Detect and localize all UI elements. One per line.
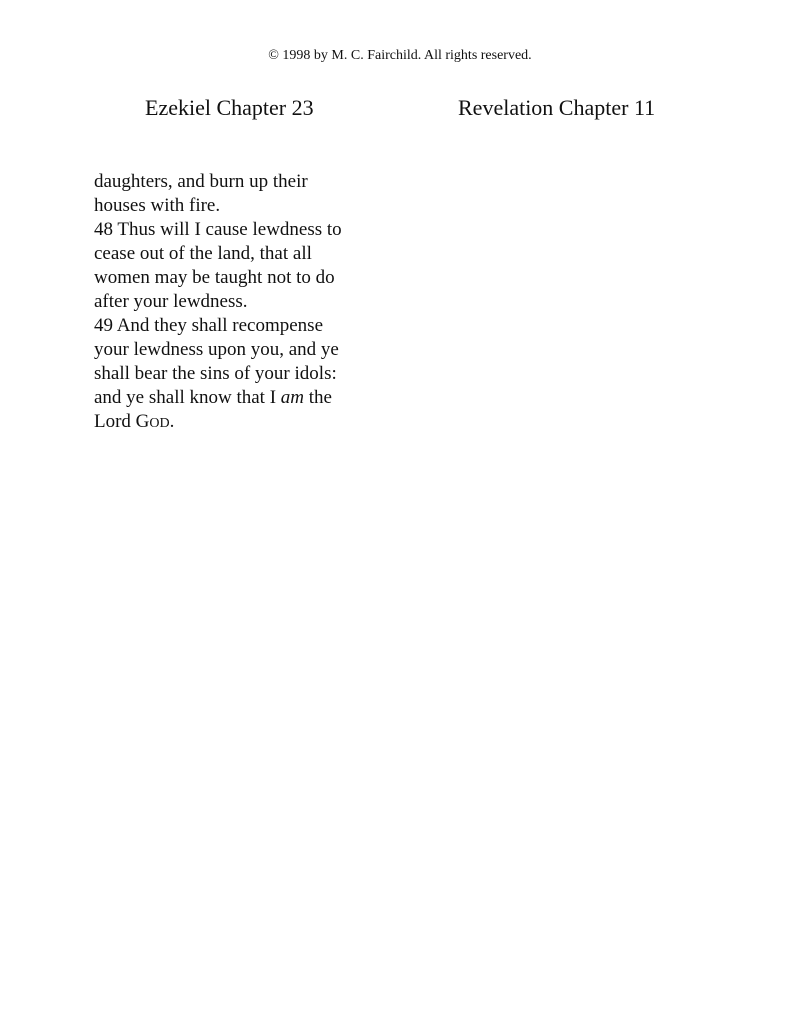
small-caps-text: OD — [149, 416, 170, 431]
right-column-title: Revelation Chapter 11 — [458, 95, 656, 120]
passage-text: and ye shall know that I — [94, 387, 281, 408]
passage-line — [94, 410, 384, 436]
passage-line — [94, 386, 384, 410]
passage-line: 48 Thus will I cause lewdness to — [94, 219, 342, 240]
passage-text: . — [169, 411, 175, 432]
passage-line: after your lewdness. — [94, 291, 248, 312]
passage-line: cease out of the land, that all — [94, 243, 312, 264]
passage-text: Lord G — [94, 411, 150, 432]
passage-line: daughters, and burn up their — [94, 171, 308, 192]
copyright-notice: © 1998 by M. C. Fairchild. All rights reserved. — [268, 48, 532, 63]
passage-line: women may be taught not to do — [94, 267, 335, 288]
ezekiel-passage — [94, 170, 384, 436]
passage-line: shall bear the sins of your idols: — [94, 363, 337, 384]
passage-line: 49 And they shall recompense — [94, 315, 324, 336]
passage-text: the — [304, 387, 332, 408]
passage-line: your lewdness upon you, and ye — [94, 339, 339, 360]
italic-word: am — [280, 387, 305, 408]
passage-line: houses with fire. — [94, 195, 221, 216]
left-column-title: Ezekiel Chapter 23 — [145, 95, 314, 120]
